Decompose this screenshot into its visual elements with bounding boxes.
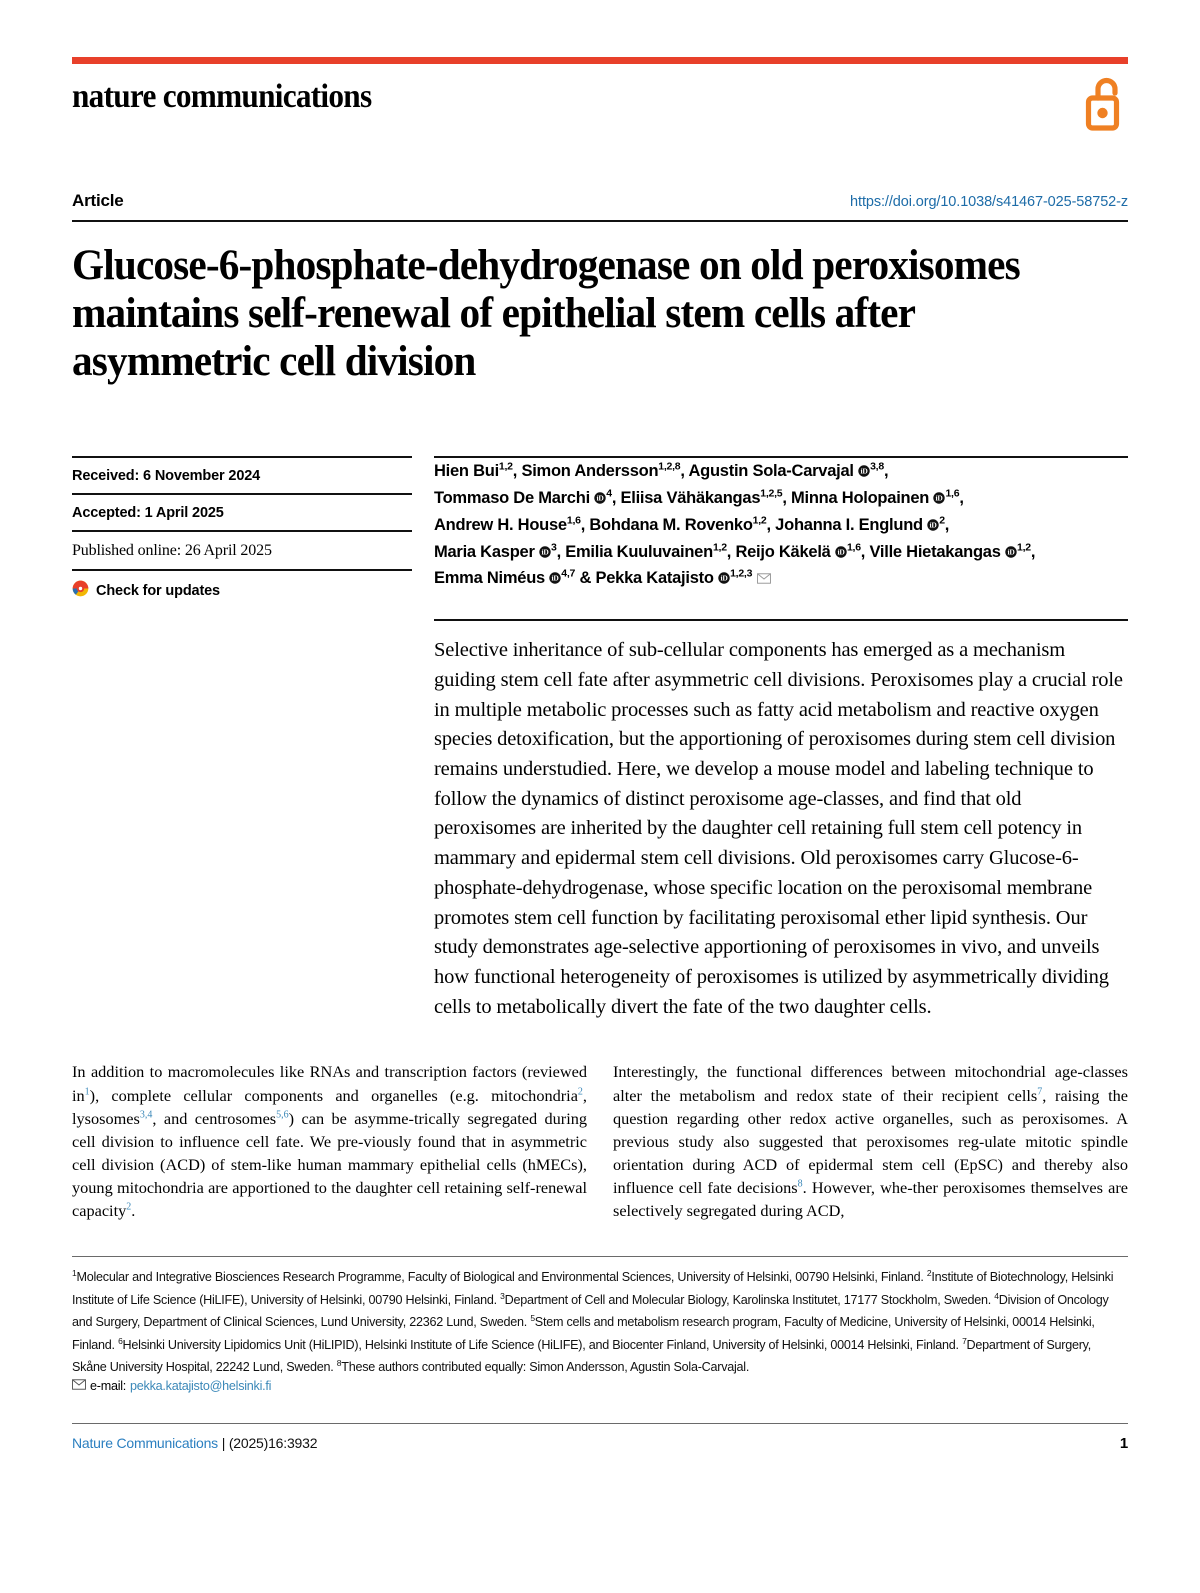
article-header-row <box>72 191 1128 211</box>
abstract-rule-top <box>434 619 1128 621</box>
masthead <box>72 64 1128 139</box>
svg-text:iD: iD <box>551 574 559 584</box>
meta-and-abstract <box>72 456 1128 1022</box>
open-access-lock-icon <box>1084 76 1128 139</box>
svg-text:iD: iD <box>935 493 944 503</box>
page-number: 1 <box>1119 1435 1128 1453</box>
author-list: Hien Bui$^{1,2}$, Simon Andersson$^{1,2,8}$, Agustin Sola-Carvajal iD $^{3,8}$, Tommaso De Marchi iD $^4$, Eliisa Vähäkangas$^{1,2,5}$, Minna Holopainen iD $^{1,6}$, Andrew H. House$^{1,6}$, Bohdana M. Rovenko$^{1,2}$, Johanna I. Englund iD $^2$, Maria Kasper iD $^3$, Emilia Kuuluvainen$^{1,2}$, Reijo Käkelä iD $^{1,6}$, Ville Hietakangas iD $^{1,2}$, Emma Niméus iD $^{4,7}$ & Pekka Katajisto iD $^{1,2,3}$ <box>434 460 1036 588</box>
affiliations-rule <box>72 1256 1128 1257</box>
received-date: Received: 6 November 2024 <box>72 468 261 485</box>
footer-citation: | (2025)16:3932 <box>221 1435 318 1452</box>
check-for-updates-button[interactable] <box>72 571 412 601</box>
body-column-left: In addition to macromolecules like RNAs and transcription factors (reviewed $in^1$), complete cellular components and organelles (e.g. mitochondria$^2$, lysosomes$^{3,4}$, and centrosomes$^{5,6}$) can be asymme-trically segregated during cell division to influence cell fate. We pre-viously found that in asymmetric cell division (ACD) of stem-like human mammary epithelial cells (hMECs), young mitochondria are apportioned to the daughter cell retaining self-renewal capacity$^2$. <box>72 1062 588 1221</box>
article-type-label: Article <box>72 191 124 210</box>
footer-journal-name[interactable]: Nature Communications <box>72 1435 218 1452</box>
published-date: Published online: 26 April 2025 <box>72 542 272 560</box>
body-columns <box>72 1060 1128 1222</box>
page-title: Glucose-6-phosphate-dehydrogenase on old peroxisomes maintains self-renewal of epithelial stem cells after asymmetric cell division <box>72 242 1020 386</box>
masthead-red-rule <box>72 57 1128 64</box>
doi-link[interactable]: https://doi.org/10.1038/s41467-025-58752-z <box>850 194 1128 210</box>
publication-dates-column <box>72 456 412 1022</box>
svg-text:iD: iD <box>929 520 937 530</box>
footer-rule <box>72 1423 1128 1424</box>
email-label: e-mail: <box>90 1379 127 1394</box>
crossmark-icon <box>72 580 89 601</box>
check-for-updates-label: Check for updates <box>96 582 220 599</box>
svg-text:iD: iD <box>860 467 868 477</box>
corresponding-email-link[interactable]: pekka.katajisto@helsinki.fi <box>130 1379 272 1394</box>
envelope-icon <box>72 1379 86 1393</box>
journal-title: nature communications <box>72 78 372 115</box>
corresponding-email-line <box>72 1379 1128 1393</box>
svg-text:iD: iD <box>720 574 728 584</box>
abstract-text: Selective inheritance of sub-cellular components has emerged as a mechanism guiding stem cell fate after asymmetric cell divisions. Peroxisomes play a crucial role in multiple metabolic processes such as fatty acid metabolism and reactive oxygen species detoxification, but the apportioning of peroxisomes during stem cell division remains understudied. Here, we develop a mouse model and labeling technique to follow the dynamics of distinct peroxisome age-classes, and find that old peroxisomes are inherited by the daughter cell retaining full stem cell potency in mammary and epidermal stem cell divisions. Old peroxisomes carry Glucose-6-phosphate-dehydrogenase, whose specific location on the peroxisomal membrane promotes stem cell function by facilitating peroxisomal ether lipid synthesis. Our study demonstrates age-selective apportioning of peroxisomes in vivo, and unveils how functional heterogeneity of peroxisomes is utilized by asymmetrically dividing cells to metabolically divert the fate of the two daughter cells. <box>434 639 1123 1018</box>
authors-and-abstract-column <box>434 456 1128 1022</box>
svg-text:iD: iD <box>1007 547 1015 557</box>
affiliations-text: $^1$Molecular and Integrative Biosciences Research Programme, Faculty of Biological and Environmental Sciences, University of Helsinki, 00790 Helsinki, Finland. $^2$Institute of Biotechnology, Helsinki Institute of Life Science (HiLIFE), University of Helsinki, 00790 Helsinki, Finland. $^3$Department of Cell and Molecular Biology, Karolinska Institutet, 17177 Stockholm, Sweden. $^4$Division of Oncology and Surgery, Department of Clinical Sciences, Lund University, 22362 Lund, Sweden. $^5$Stem cells and metabolism research program, Faculty of Medicine, University of Helsinki, 00014 Helsinki, Finland. $^6$Helsinki University Lipidomics Unit (HiLIPID), Helsinki Institute of Life Science (HiLIFE), and Biocenter Finland, University of Helsinki, 00014 Helsinki, Finland. $^7$Department of Surgery, Skåne University Hospital, 22242 Lund, Sweden. $^8$These authors contributed equally: Simon Andersson, Agustin Sola-Carvajal. <box>72 1268 1114 1375</box>
svg-text:iD: iD <box>541 547 549 557</box>
body-column-right: Interestingly, the functional differences between mitochondrial age-classes alter the metabolism and redox state of their recipient cells$^7$, raising the question regarding other redox active organelles, such as peroxisomes. A previous study also suggested that peroxisomes reg-ulate mitotic spindle orientation during ACD of epidermal stem cell (EpSC) and thereby also influence cell fate decisions$^8$. However, whe-ther peroxisomes themselves are selectively segregated during ACD, <box>613 1062 1128 1221</box>
title-top-rule <box>72 220 1128 222</box>
page-footer <box>72 1435 1128 1452</box>
svg-text:iD: iD <box>837 547 845 557</box>
accepted-date: Accepted: 1 April 2025 <box>72 505 224 522</box>
svg-text:iD: iD <box>596 493 604 503</box>
